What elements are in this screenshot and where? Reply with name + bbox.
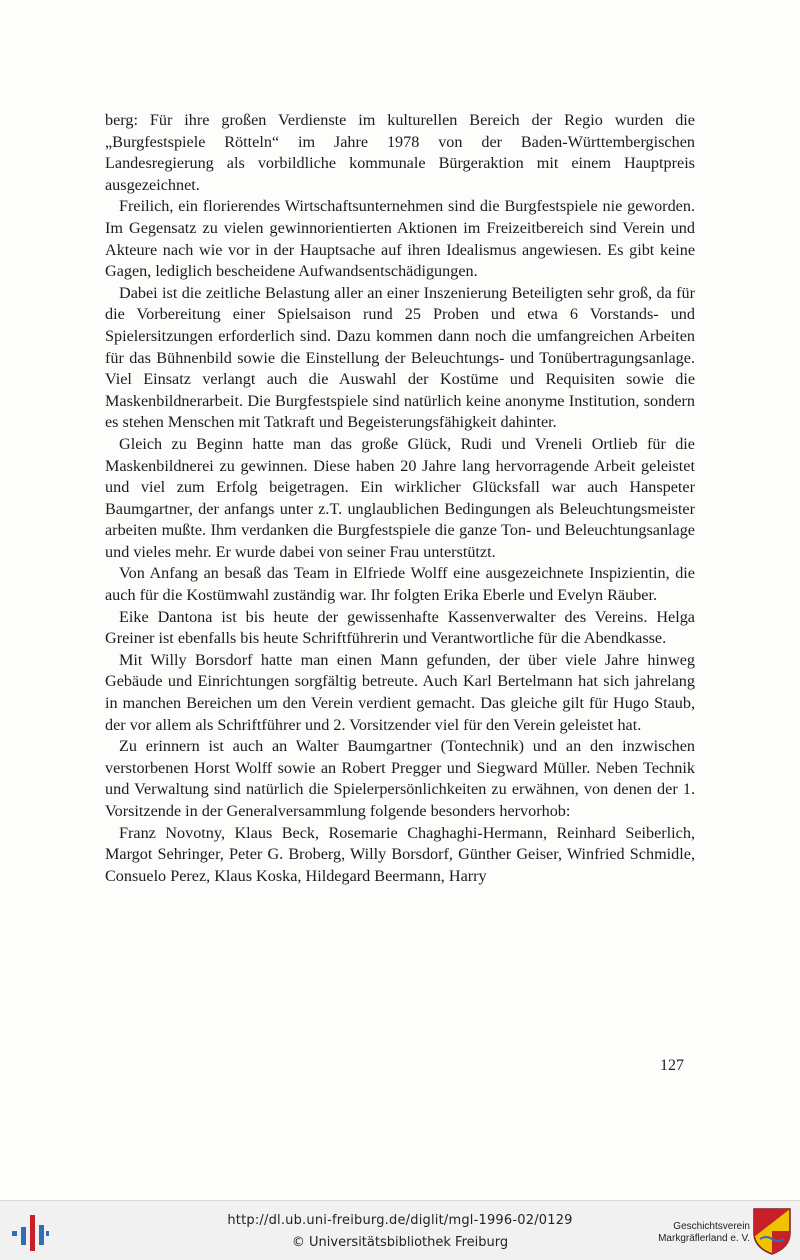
society-line-1: Geschichtsverein — [673, 1221, 750, 1232]
paragraph: Mit Willy Borsdorf hatte man einen Mann gefunden, der über viele Jahre hinweg Gebäude und Einrichtungen sorgfältig betreute. Auch Karl Bertelmann hat sich jahrelang in manchen Bereichen um den Verein verdient gemacht. Das gleiche gilt für Hugo Staub, der vor allem als Schriftführer und 2. Vorsitzender viel für den Verein geleistet hat. — [105, 650, 695, 734]
paragraph: Freilich, ein florierendes Wirtschaftsunternehmen sind die Burgfestspiele nie geworden. Im Gegensatz zu vielen gewinnorientierten Aktionen im Freizeitbereich sind Verein und Akteure nach wie vor in der Hauptsache auf ihren Idealismus angewiesen. Es gibt keine Gagen, lediglich bescheidene Aufwandsentschädigungen. — [105, 197, 695, 281]
paragraph: Von Anfang an besaß das Team in Elfriede Wolff eine ausgezeichnete Inspizientin, die auch für die Kostümwahl zuständig war. Ihr folgten Erika Eberle und Evelyn Räuber. — [105, 564, 695, 605]
society-line-2: Markgräflerland e. V. — [658, 1233, 750, 1244]
body-text — [105, 110, 695, 887]
paragraph: Eike Dantona ist bis heute der gewissenhafte Kassenverwalter des Vereins. Helga Greiner ist ebenfalls bis heute Schriftführerin und Verantwortliche für die Abendkasse. — [105, 607, 695, 648]
footer-bar — [0, 1200, 800, 1260]
society-name — [615, 1221, 750, 1245]
page-number: 127 — [660, 1057, 684, 1074]
paragraph: Dabei ist die zeitliche Belastung aller an einer Inszenierung Beteiligten sehr groß, da für die Vorbereitung einer Spielsaison rund 25 Proben und etwa 6 Vorstands- und Spielersitzungen erforderlich sind. Dazu kommen dann noch die umfangreichen Arbeiten für das Bühnenbild sowie die Einstellung der Beleuchtungs- und Tonübertragungsanlage. Viel Einsatz verlangt auch die Auswahl der Kostüme und Requisiten sowie die Maskenbildnerarbeit. Die Burgfestspiele sind natürlich keine anonyme Institution, sondern es stehen Menschen mit Tatkraft und Begeisterungsfähigkeit dahinter. — [105, 283, 695, 432]
paragraph: Franz Novotny, Klaus Beck, Rosemarie Chaghaghi-Hermann, Reinhard Seiberlich, Margot Sehringer, Peter G. Broberg, Willy Borsdorf, Günther Geiser, Winfried Schmidle, Consuelo Perez, Klaus Koska, Hildegard Beermann, Harry — [105, 823, 695, 885]
copyright-notice: © Universitätsbibliothek Freiburg — [291, 1235, 509, 1250]
source-url-link[interactable]: http://dl.ub.uni-freiburg.de/diglit/mgl-1996-02/0129 — [227, 1213, 573, 1228]
paragraph: Gleich zu Beginn hatte man das große Glück, Rudi und Vreneli Ortlieb für die Maskenbildnerei zu gewinnen. Diese haben 20 Jahre lang hervorragende Arbeit geleistet und viel zum Erfolg beigetragen. Ein wirklicher Glücksfall war auch Hanspeter Baumgartner, der anfangs unter z.T. unglaublichen Bedingungen als Beleuchtungsmeister arbeiten mußte. Ihm verdanken die Burgfestspiele die ganze Ton- und Beleuchtungsanlage und vieles mehr. Er wurde dabei von seiner Frau unterstützt. — [105, 434, 695, 561]
paragraph: Zu erinnern ist auch an Walter Baumgartner (Tontechnik) und an den inzwischen verstorbenen Horst Wolff sowie an Robert Pregger und Siegward Müller. Neben Technik und Verwaltung sind natürlich die Spielerpersönlichkeiten zu erwähnen, von denen der 1. Vorsitzende in der Generalversammlung folgende besonders hervorhob: — [105, 737, 695, 820]
ub-freiburg-bars-icon — [10, 1213, 50, 1253]
coat-of-arms-icon — [752, 1207, 792, 1255]
paragraph: berg: Für ihre großen Verdienste im kulturellen Bereich der Regio wurden die „Burgfestspiele Rötteln“ im Jahre 1978 von der Baden-Württembergischen Landesregierung als vorbildliche kommunale Bürgeraktion mit einem Hauptpreis ausgezeichnet. — [105, 111, 695, 194]
